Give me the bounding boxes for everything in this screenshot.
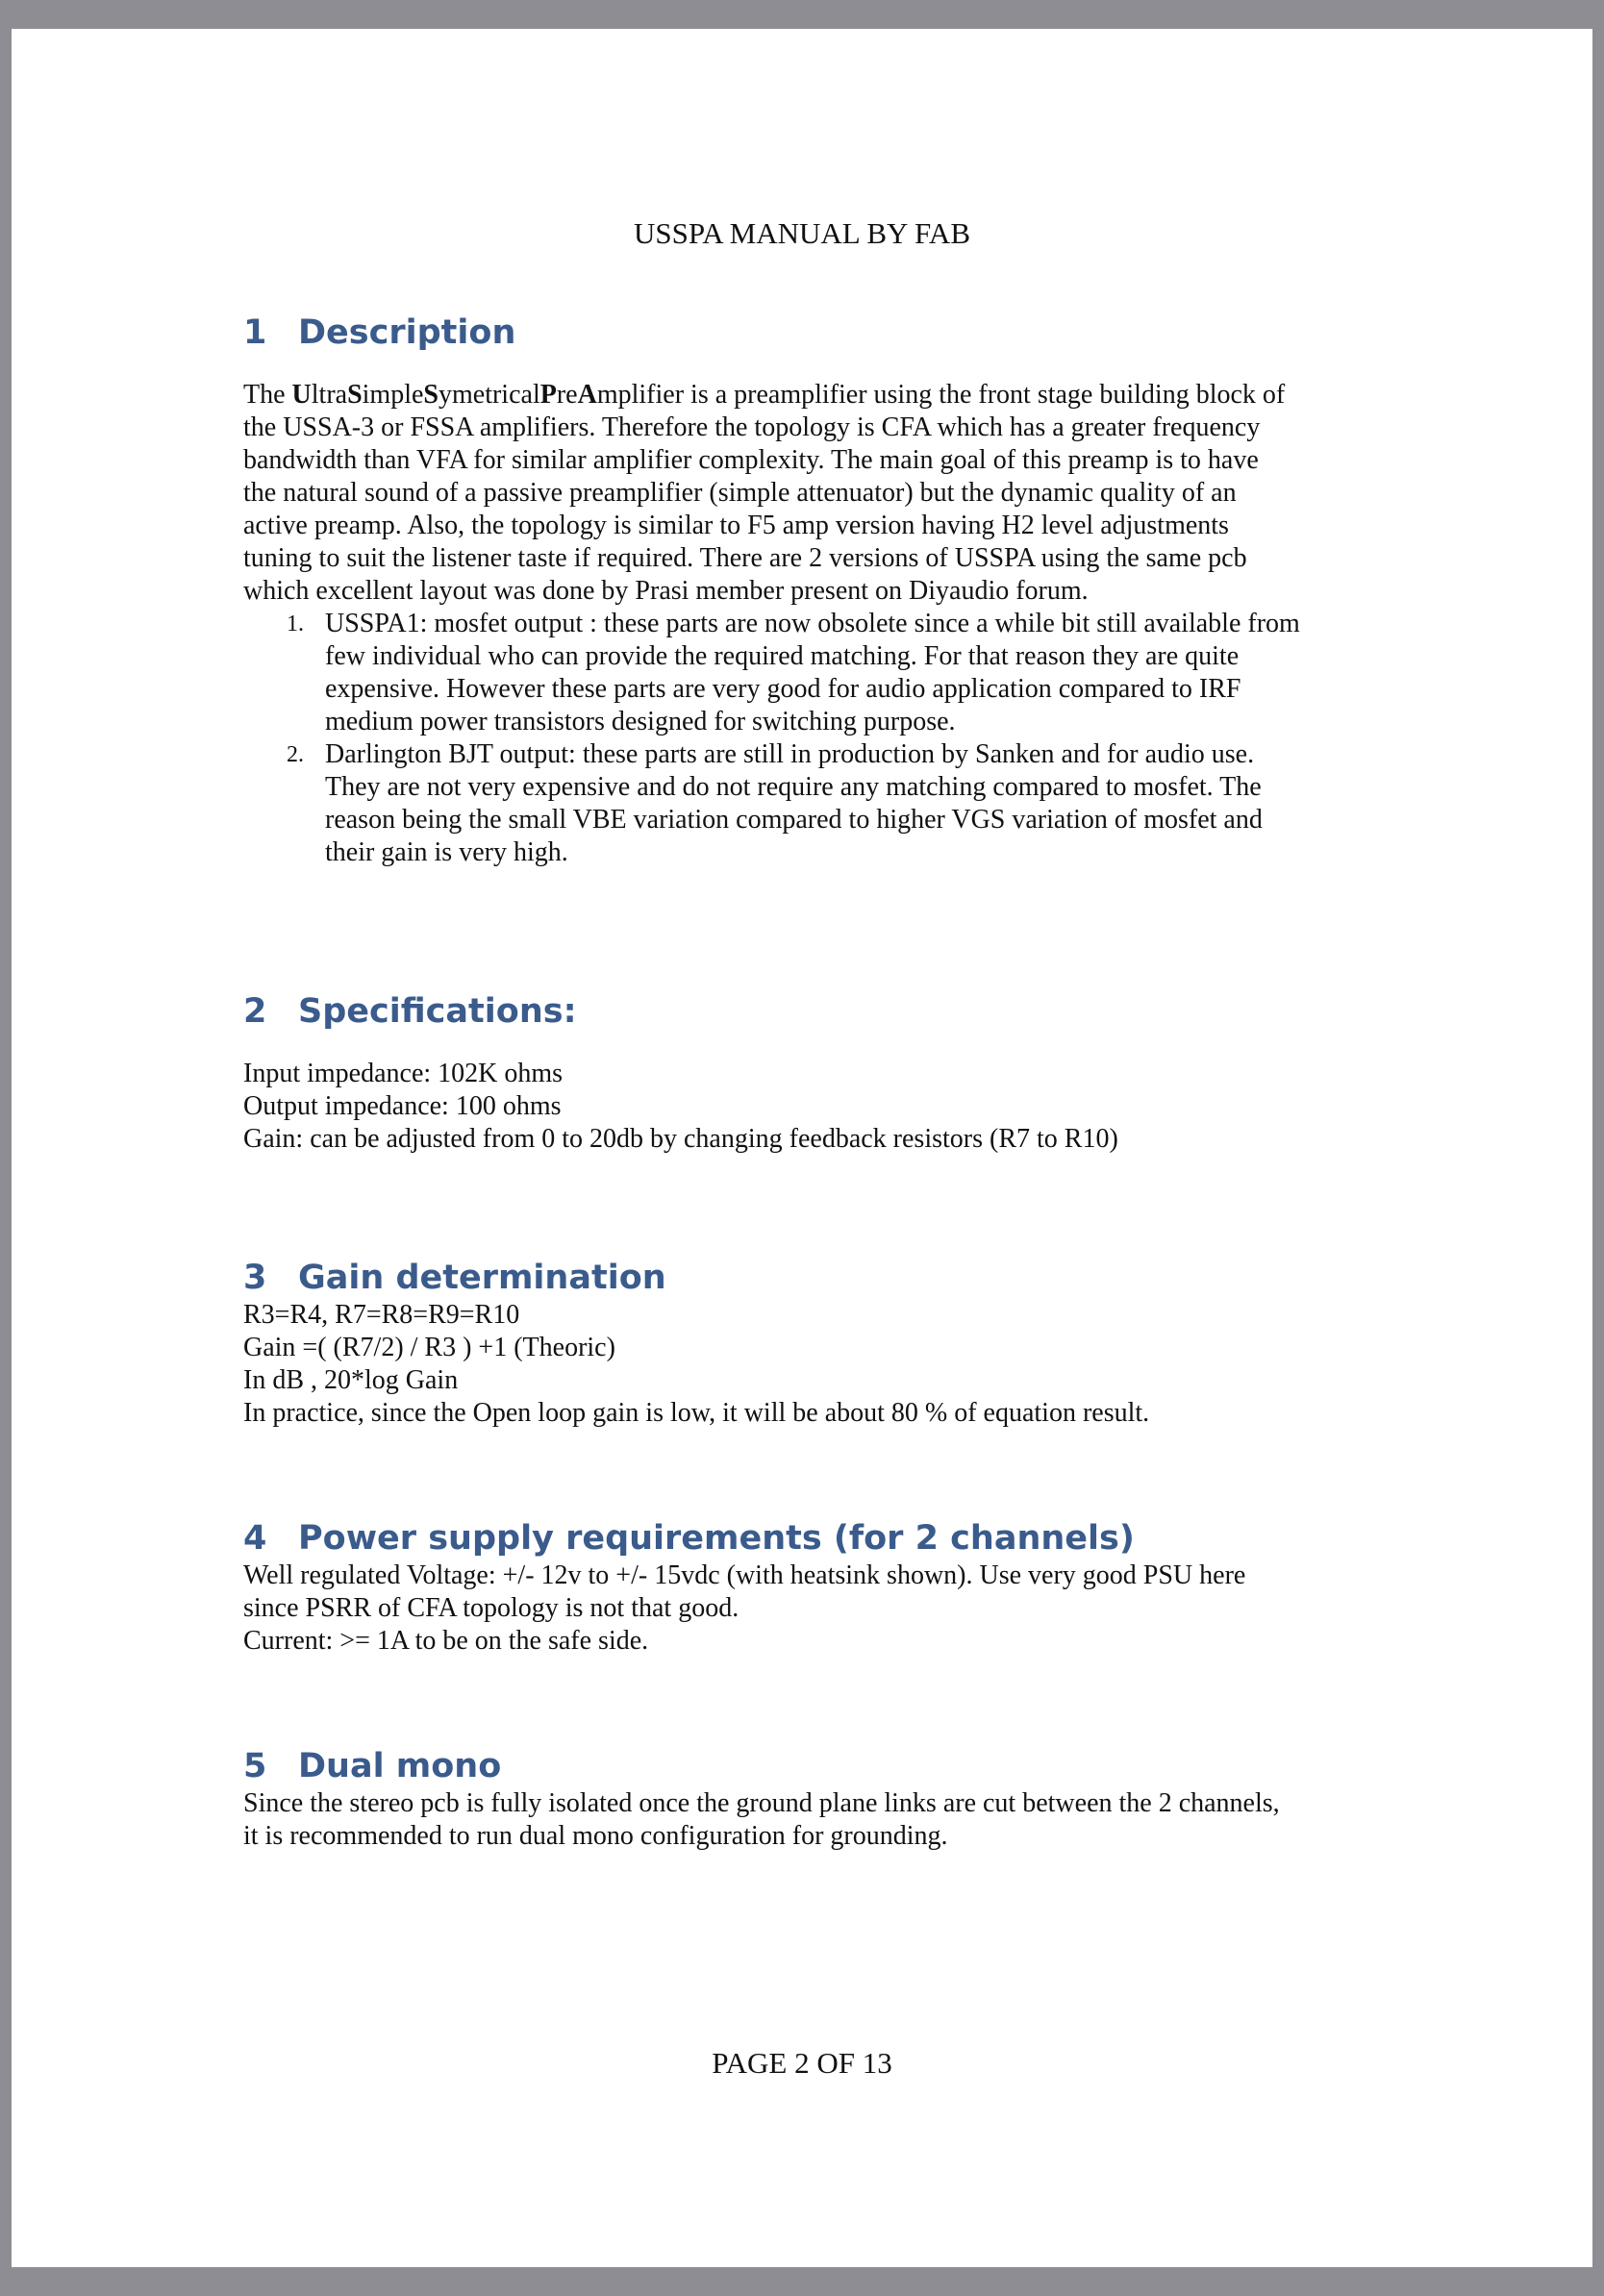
section-title: Power supply requirements (for 2 channels): [298, 1519, 1135, 1558]
paragraph-line: In practice, since the Open loop gain is low, it will be about 80 % of equation result.: [243, 1398, 1150, 1428]
section-number: 2: [243, 992, 267, 1031]
list-item-line: few individual who can provide the required matching. For that reason they are quite: [325, 641, 1240, 671]
paragraph-line: tuning to suit the listener taste if required. There are 2 versions of USSPA using the same pcb: [243, 543, 1247, 573]
paragraph-line: the USSA-3 or FSSA amplifiers. Therefore the topology is CFA which has a greater frequency: [243, 412, 1261, 442]
section-number: 1: [243, 313, 267, 352]
section-number: 4: [243, 1519, 267, 1558]
section-dual-mono: [243, 1745, 1397, 1853]
list-item: [243, 608, 1397, 738]
section-title: Description: [298, 313, 516, 352]
spec-line: Gain: can be adjusted from 0 to 20db by changing feedback resistors (R7 to R10): [243, 1124, 1118, 1154]
list-item-line: expensive. However these parts are very good for audio application compared to IRF: [325, 674, 1241, 704]
section-heading: [243, 1517, 1397, 1560]
section-heading: [243, 312, 1397, 354]
numbered-list: [243, 608, 1397, 869]
list-item-line: medium power transistors designed for switching purpose.: [325, 707, 956, 736]
paragraph-line: Gain =( (R7/2) / R3 ) +1 (Theoric): [243, 1333, 615, 1362]
paragraph-line: since PSRR of CFA topology is not that good.: [243, 1593, 739, 1623]
list-item-line: reason being the small VBE variation compared to higher VGS variation of mosfet and: [325, 805, 1263, 835]
section-number: 3: [243, 1259, 267, 1297]
document-page: [12, 29, 1592, 2267]
paragraph-line: Well regulated Voltage: +/- 12v to +/- 15vdc (with heatsink shown). Use very good PSU here: [243, 1560, 1246, 1590]
section-heading: [243, 1257, 1397, 1299]
list-item-line: their gain is very high.: [325, 837, 568, 867]
list-item-line: Darlington BJT output: these parts are still in production by Sanken and for audio use.: [325, 739, 1255, 769]
paragraph-line: The UltraSimpleSymetricalPreAmplifier is a preamplifier using the front stage building block of: [243, 380, 1286, 410]
list-item-line: They are not very expensive and do not require any matching compared to mosfet. The: [325, 772, 1262, 802]
paragraph-line: it is recommended to run dual mono configuration for grounding.: [243, 1821, 948, 1851]
spec-line: Input impedance: 102K ohms: [243, 1059, 564, 1088]
paragraph-line: which excellent layout was done by Prasi member present on Diyaudio forum.: [243, 576, 1089, 606]
paragraph-line: Since the stereo pcb is fully isolated once the ground plane links are cut between the 2 channels,: [243, 1788, 1280, 1818]
list-marker: 2.: [287, 742, 304, 767]
list-item: [243, 738, 1397, 869]
page-header: USSPA MANUAL BY FAB: [633, 216, 970, 250]
list-marker: 1.: [287, 611, 304, 636]
section-power-supply: [243, 1517, 1397, 1658]
paragraph-line: Current: >= 1A to be on the safe side.: [243, 1626, 649, 1656]
section-gain-determination: [243, 1257, 1397, 1430]
section-title: Specifications:: [298, 992, 577, 1031]
paragraph-line: R3=R4, R7=R8=R9=R10: [243, 1300, 520, 1330]
section-title: Gain determination: [298, 1259, 666, 1297]
page-footer: PAGE 2 OF 13: [712, 2046, 892, 2080]
section-number: 5: [243, 1747, 267, 1785]
section-specifications: [243, 990, 1397, 1156]
spec-line: Output impedance: 100 ohms: [243, 1091, 562, 1121]
paragraph-line: active preamp. Also, the topology is similar to F5 amp version having H2 level adjustments: [243, 511, 1229, 540]
section-heading: [243, 990, 1397, 1033]
section-title: Dual mono: [298, 1747, 502, 1785]
section-description: [243, 312, 1397, 869]
section-heading: [243, 1745, 1397, 1787]
paragraph-line: bandwidth than VFA for similar amplifier complexity. The main goal of this preamp is to have: [243, 445, 1259, 475]
paragraph-line: the natural sound of a passive preamplifier (simple attenuator) but the dynamic quality of an: [243, 478, 1237, 508]
list-item-line: USSPA1: mosfet output : these parts are now obsolete since a while bit still available from: [325, 609, 1300, 638]
paragraph-line: In dB , 20*log Gain: [243, 1365, 459, 1395]
